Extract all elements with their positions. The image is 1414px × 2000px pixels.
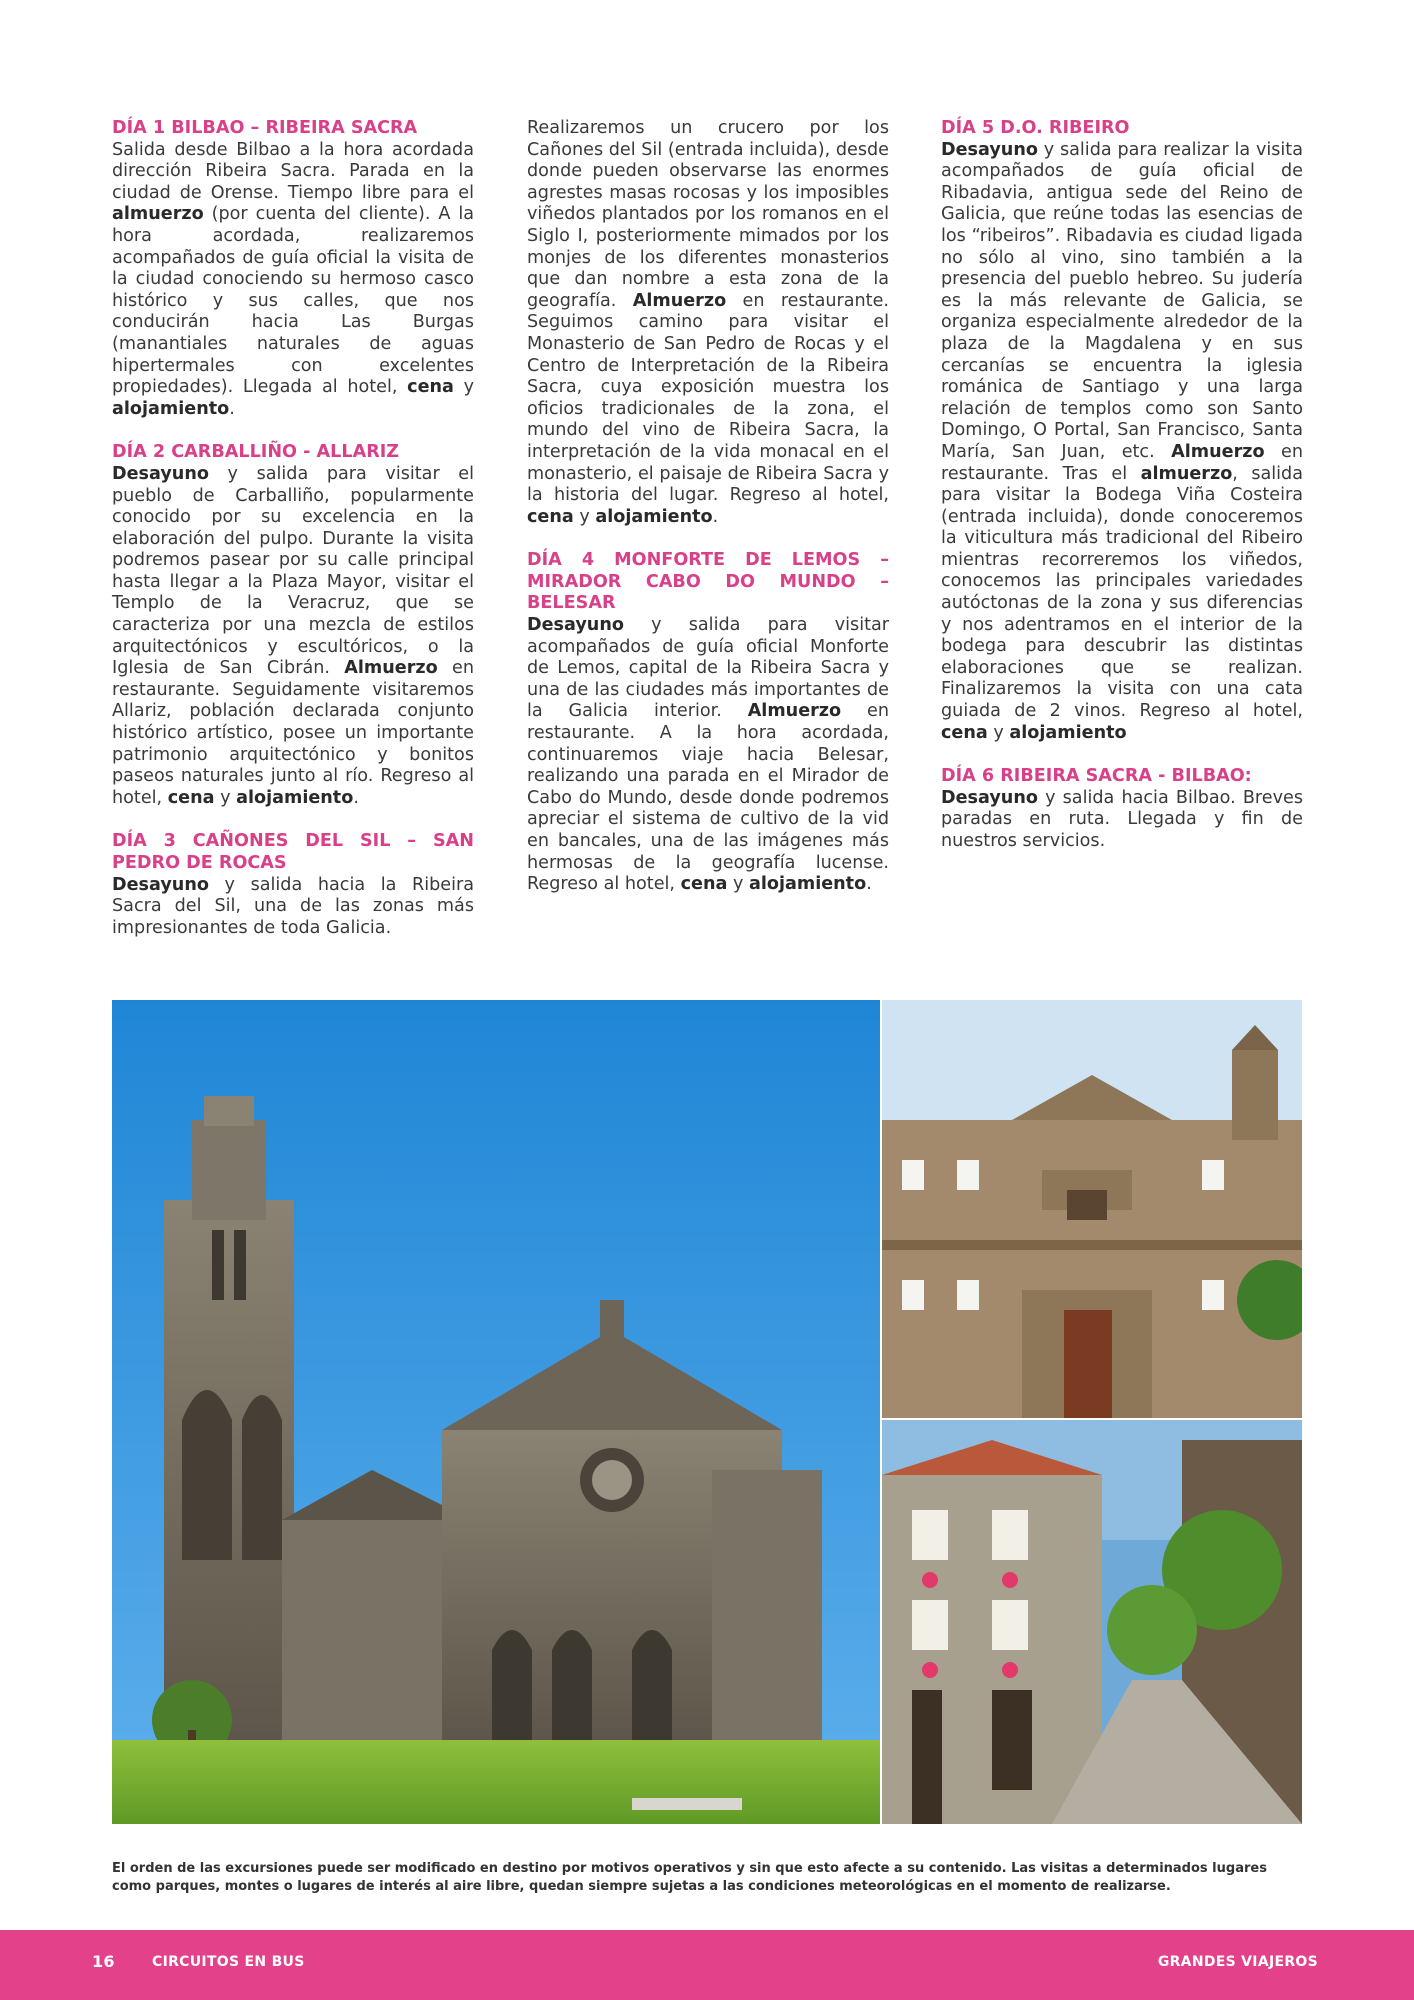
day-2-text: Desayuno y salida para visitar el pueblo de Carballiño, popularmente conocido por su excelencia en la elaboración del pulpo. Durante la visita podremos pasear por su calle principal hasta llegar a la Plaza Mayor, visitar el Templo de la Veracruz, que se caracteriza por una mezcla de estilos arquitectónicos y escultóricos, o la Iglesia de San Cibrán. Almuerzo en restaurante. Seguidamente visitaremos Allariz, población declarada conjunto histórico artístico, posee un importante patrimonio arquitectónico y bonitos paseos naturales junto al río. Regreso al hotel, cena y alojamiento.: [112, 463, 475, 808]
day-3-title: DÍA 3 CAÑONES DEL SIL – SAN PEDRO DE ROCAS: [112, 831, 474, 873]
text-column-1: [112, 118, 474, 961]
day-2-section: [112, 442, 474, 809]
day-6-section: [941, 766, 1303, 852]
cathedral-illustration: [112, 1000, 880, 1824]
monastery-photo: [882, 1000, 1302, 1418]
disclaimer-text: El orden de las excursiones puede ser modificado en destino por motivos operativos y sin que esto afecte a su contenido. Las visitas a determinados lugares como parques, montes o lugares de interés al aire libre, quedan siempre sujetas a las condiciones meteorológicas en el momento de realizarse.: [112, 1861, 1267, 1894]
footer-brand: GRANDES VIAJEROS: [1157, 1954, 1318, 1970]
day-5-section: [941, 118, 1303, 744]
day-5-title: DÍA 5 D.O. RIBEIRO: [941, 118, 1130, 138]
day-1-text: Salida desde Bilbao a la hora acordada dirección Ribeira Sacra. Parada en la ciudad de Orense. Tiempo libre para el almuerzo (por cuenta del cliente). A la hora acordada, realizaremos acompañados de guía oficial la visita de la ciudad conociendo su hermoso casco histórico y sus calles, que nos conducirán hacia Las Burgas (manantiales naturales de aguas hipertermales con excelentes propiedades). Llegada al hotel, cena y alojamiento.: [112, 139, 474, 419]
page-footer: [0, 1930, 1414, 2000]
day-1-section: [112, 118, 474, 420]
day-2-title: DÍA 2 CARBALLIÑO - ALLARIZ: [112, 442, 400, 463]
day-1-title: DÍA 1 BILBAO – RIBEIRA SACRA: [112, 118, 418, 138]
photo-collage: [112, 1000, 1302, 1824]
day-6-text: Desayuno y salida hacia Bilbao. Breves paradas en ruta. Llegada y fin de nuestros servicios.: [941, 787, 1303, 851]
day-3-section: [112, 831, 474, 939]
monastery-illustration: [882, 1000, 1302, 1418]
text-column-3: [941, 118, 1303, 875]
footer-section-label: CIRCUITOS EN BUS: [152, 1954, 305, 1970]
text-column-2: [527, 118, 889, 918]
day-4-section: [527, 550, 889, 896]
day-3-text-start: Desayuno y salida hacia la Ribeira Sacra del Sil, una de las zonas más impresionantes de toda Galicia.: [112, 874, 474, 938]
day-6-title: DÍA 6 RIBEIRA SACRA - BILBAO:: [941, 766, 1252, 787]
village-street-photo: [882, 1420, 1302, 1824]
cathedral-photo: [112, 1000, 880, 1824]
day-4-title: DÍA 4 MONFORTE DE LEMOS – MIRADOR CABO DO MUNDO – BELESAR: [527, 550, 889, 614]
page-number: 16: [92, 1952, 115, 1971]
day-3-continued: [527, 118, 889, 528]
day-5-text: Desayuno y salida para realizar la visita acompañados de guía oficial de Ribadavia, antigua sede del Reino de Galicia, que reúne todas las esencias de los “ribeiros”. Ribadavia es ciudad ligada no sólo al vino, sino también a la presencia del pueblo hebreo. Su judería es la más relevante de Galicia, se organiza especialmente alrededor de la plaza de la Magdalena y en sus cercanías se encuentra la iglesia románica de Santiago y una larga relación de templos como son Santo Domingo, O Portal, San Francisco, Santa María, San Juan, etc. Almuerzo en restaurante. Tras el almuerzo, salida para visitar la Bodega Viña Costeira (entrada incluida), donde conoceremos la viticultura más tradicional del Ribeiro mientras recorreremos los viñedos, conocemos las principales variedades autóctonas de la zona y sus diferencias y nos adentramos en el interior de la bodega para descubrir las distintas elaboraciones que se realizan. Finalizaremos la visita con una cata guiada de 2 vinos. Regreso al hotel, cena y alojamiento: [941, 139, 1304, 743]
village-illustration: [882, 1420, 1302, 1824]
day-4-text: Desayuno y salida para visitar acompañados de guía oficial Monforte de Lemos, capital de la Ribeira Sacra y una de las ciudades más importantes de la Galicia interior. Almuerzo en restaurante. A la hora acordada, continuaremos viaje hacia Belesar, realizando una parada en el Mirador de Cabo do Mundo, desde donde podremos apreciar el sistema de cultivo de la vid en bancales, una de las imágenes más hermosas de la geografía lucense. Regreso al hotel, cena y alojamiento.: [527, 615, 889, 895]
day-3-text-continued: Realizaremos un crucero por los Cañones del Sil (entrada incluida), desde donde pueden observarse las enormes agrestes masas rocosas y los imposibles viñedos plantados por los romanos en el Siglo I, posteriormente mimados por los monjes de los diferentes monasterios que dan nombre a esta zona de la geografía. Almuerzo en restaurante. Seguimos camino para visitar el Monasterio de San Pedro de Rocas y el Centro de Interpretación de la Ribeira Sacra, cuya exposición muestra los oficios tradicionales de la zona, el mundo del vino de Ribeira Sacra, la interpretación de la vida monacal en el monasterio, el paisaje de Ribeira Sacra y la historia del lugar. Regreso al hotel, cena y alojamiento.: [527, 118, 889, 527]
